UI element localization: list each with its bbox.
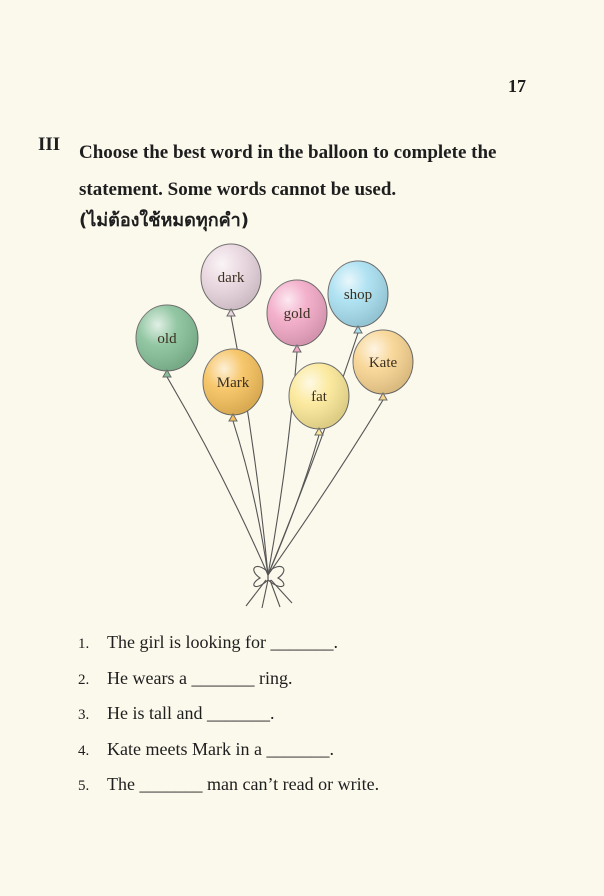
question-number: 4. — [78, 742, 90, 759]
question-item — [78, 735, 379, 771]
balloon-gold — [267, 280, 327, 352]
page-number: 17 — [508, 76, 526, 96]
question-number: 2. — [78, 671, 90, 688]
balloon-word: Mark — [216, 375, 250, 391]
balloon-string — [268, 435, 319, 575]
question-item — [78, 628, 379, 664]
instruction-text: Choose the best word in the balloon to complete the statement. Some words cannot be used. — [79, 142, 497, 200]
question-item — [78, 770, 379, 806]
question-number: 1. — [78, 636, 90, 652]
question-item — [78, 664, 379, 700]
question-item — [78, 699, 379, 735]
section-number: III — [38, 134, 61, 155]
balloon-kate — [353, 330, 413, 400]
balloon-word: fat — [311, 389, 327, 405]
question-text: The girl is looking for _______. — [107, 632, 338, 652]
question-text: The _______ man can’t read or write. — [107, 774, 380, 794]
balloon-mark — [203, 349, 263, 421]
balloon-fat — [289, 363, 349, 435]
question-list — [78, 628, 379, 806]
question-text: Kate meets Mark in a _______. — [107, 738, 334, 759]
balloon-word: shop — [343, 287, 373, 303]
balloon-old — [136, 305, 198, 377]
balloon-word: dark — [217, 270, 245, 286]
balloon-dark — [201, 244, 261, 316]
thai-note: (ไม่ต้องใช้หมดทุกคำ) — [79, 210, 249, 231]
balloon-string — [233, 421, 268, 575]
balloon-shop — [328, 261, 388, 333]
question-number: 3. — [78, 707, 90, 723]
question-text: He wears a _______ ring. — [107, 667, 293, 688]
question-number: 5. — [78, 778, 90, 794]
balloon-word: Kate — [368, 355, 398, 371]
question-text: He is tall and _______. — [107, 703, 275, 723]
balloon-word: old — [157, 331, 177, 347]
balloon-word: gold — [283, 306, 311, 322]
